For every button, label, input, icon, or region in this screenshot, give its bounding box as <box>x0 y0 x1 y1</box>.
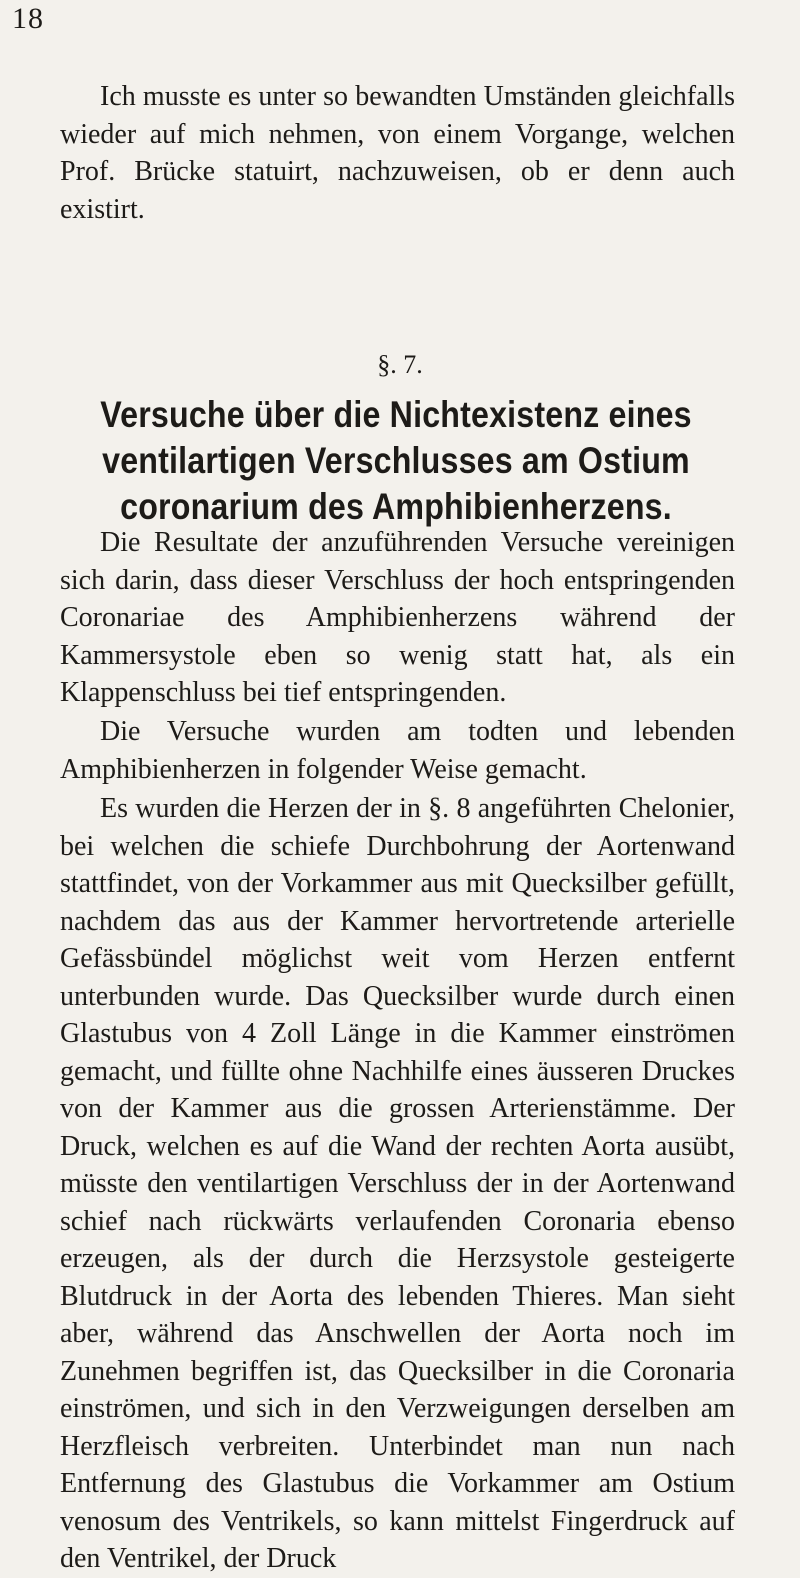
section-number: §. 7. <box>377 350 423 379</box>
page-number: 18 <box>12 2 44 35</box>
body-paragraph-3: Es wurden die Herzen der in §. 8 angeführten Chelonier, bei welchen die schiefe Durchbohrung der Aortenwand stattfindet, von der Vorkammer aus mit Quecksilber gefüllt, nachdem das aus der Kammer hervortretende arterielle Gefässbündel möglichst weit vom Herzen entfernt unterbunden wurde. Das Quecksilber wurde durch einen Glastubus von 4 Zoll Länge in die Kammer einströmen gemacht, und füllte ohne Nachhilfe eines äusseren Druckes von der Kammer aus die grossen Arterienstämme. Der Druck, welchen es auf die Wand der rechten Aorta ausübt, müsste den ventilartigen Verschluss der in der Aortenwand schief nach rückwärts verlaufenden Coronaria ebenso erzeugen, als der durch die Herzsystole gesteigerte Blutdruck in der Aorta des lebenden Thieres. Man sieht aber, während das Anschwellen der Aorta noch im Zunehmen begriffen ist, das Quecksilber in die Coronaria einströmen, und sich in den Verzweigungen derselben am Herzfleisch verbreiten. Unterbindet man nun nach Entfernung des Glastubus die Vorkammer am Ostium venosum des Ventrikels, so kann mittelst Fingerdruck auf den Ventrikel, der Druck <box>60 793 735 1574</box>
body-paragraph-2: Die Versuche wurden am todten und lebenden Amphibienherzen in folgender Weise gemacht. <box>60 716 735 785</box>
body-paragraph-1: Die Resultate der anzuführenden Versuche vereinigen sich darin, dass dieser Verschluss der hoch entspringenden Coronariae des Amphibienherzens während der Kammersystole eben so wenig statt hat, als ein Klappenschluss bei tief entspringenden. <box>60 527 735 708</box>
intro-paragraph: Ich musste es unter so bewandten Umständen gleichfalls wieder auf mich nehmen, von einem Vorgange, welchen Prof. Brücke statuirt, nachzuweisen, ob er denn auch existirt. <box>60 81 735 225</box>
section-heading: Versuche über die Nichtexistenz eines ventilartigen Verschlusses am Ostium coronarium des Amphibienherzens. <box>100 394 692 527</box>
